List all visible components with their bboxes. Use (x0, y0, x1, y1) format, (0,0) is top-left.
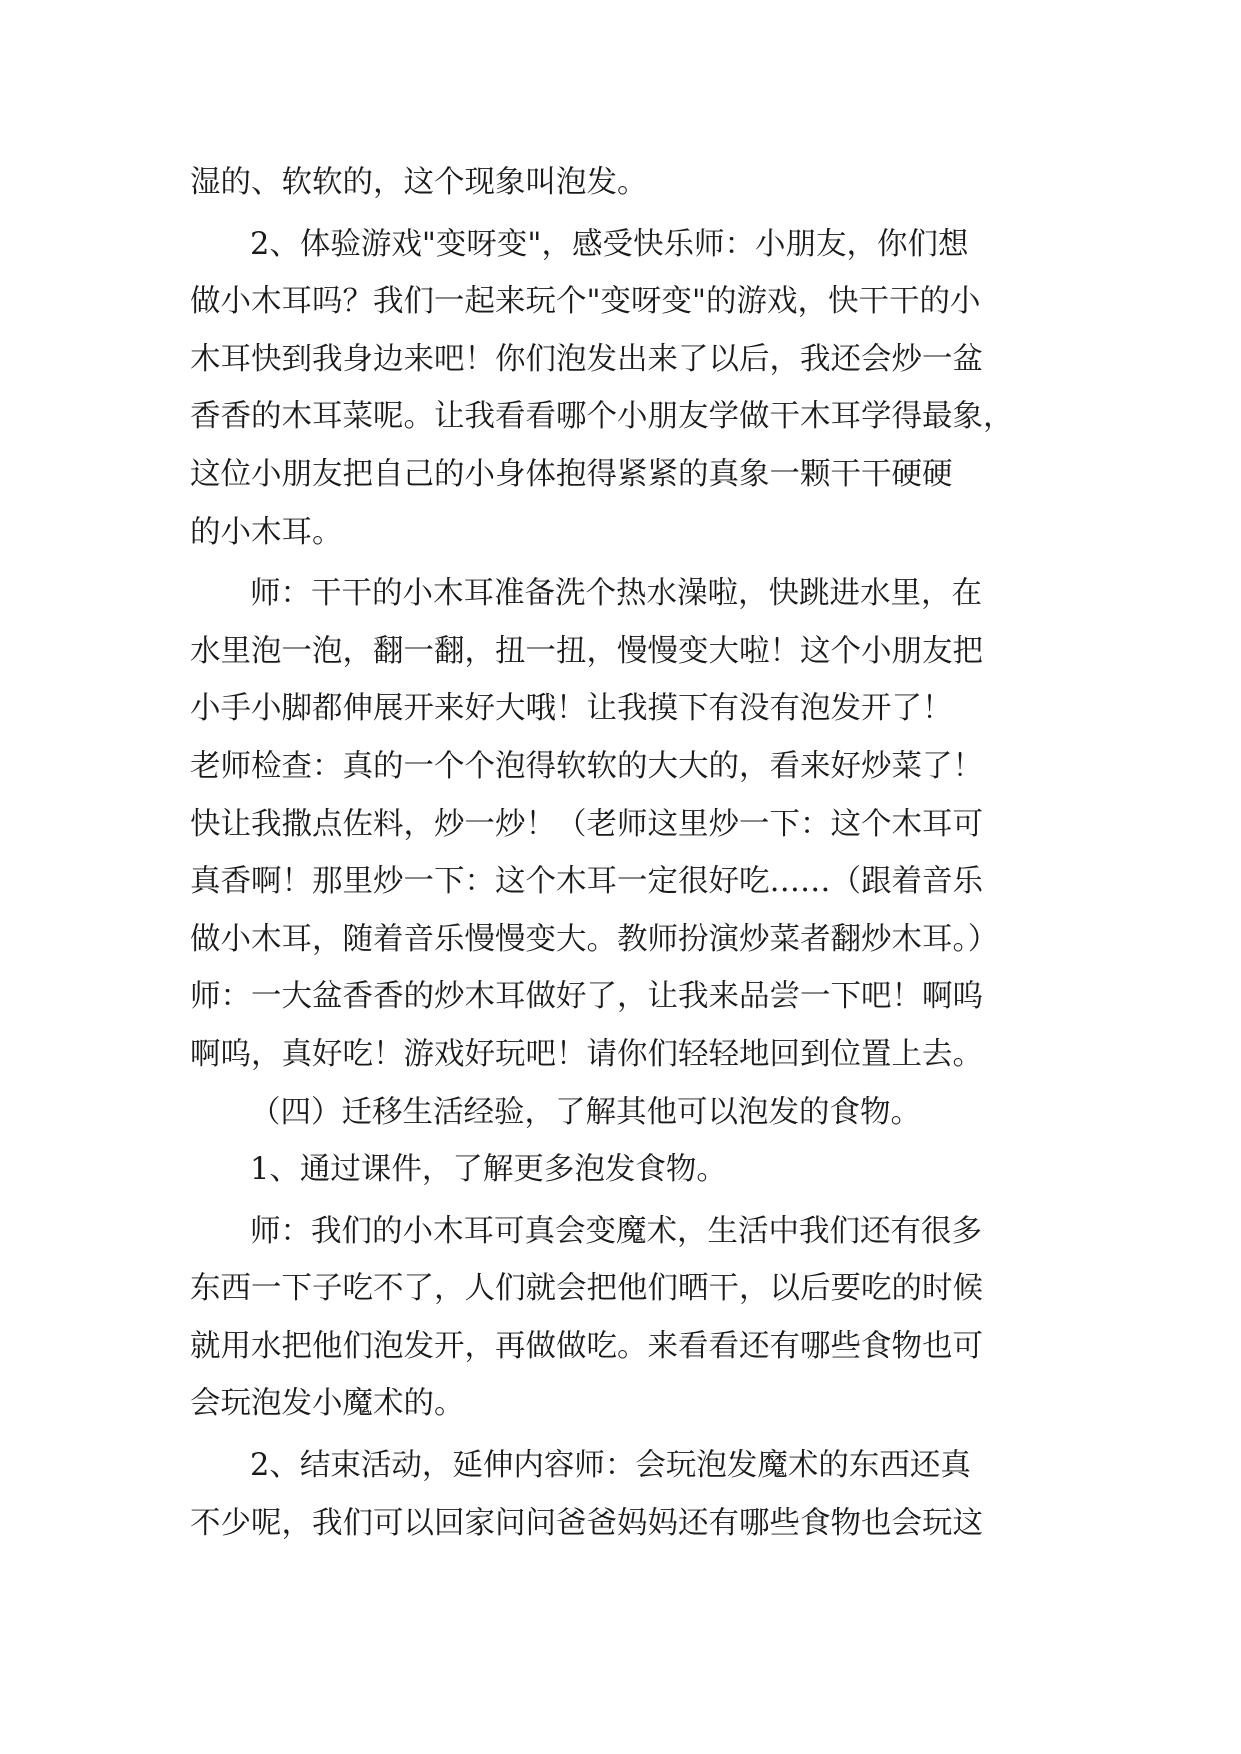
text-line: 师：一大盆香香的炒木耳做好了，让我来品尝一下吧！啊呜 (190, 979, 983, 1015)
text-line: 的小木耳。 (190, 514, 343, 550)
text-line: 不少呢，我们可以回家问问爸爸妈妈还有哪些食物也会玩这 (190, 1505, 983, 1541)
text-line: 小手小脚都伸展开来好大哦！让我摸下有没有泡发开了！ (190, 691, 953, 727)
document-body (190, 154, 1060, 1552)
text-line: 1、通过课件，了解更多泡发食物。 (250, 1152, 727, 1188)
text-line: 做小木耳吗？我们一起来玩个"变呀变"的游戏，快干干的小 (190, 284, 981, 320)
text-line: （四）迁移生活经验，了解其他可以泡发的食物。 (250, 1094, 921, 1130)
text-line: 会玩泡发小魔术的。 (190, 1386, 465, 1422)
text-line: 真香啊！那里炒一下：这个木耳一定很好吃……（跟着音乐 (190, 864, 983, 900)
text-line: 2、结束活动，延伸内容师：会玩泡发魔术的东西还真 (250, 1448, 971, 1484)
text-line: 做小木耳，随着音乐慢慢变大。教师扮演炒菜者翻炒木耳。） (190, 921, 999, 957)
text-line: 师：干干的小木耳准备洗个热水澡啦，快跳进水里，在 (250, 576, 982, 612)
text-line: 2、体验游戏"变呀变"，感受快乐师：小朋友，你们想 (250, 226, 969, 262)
text-line: 就用水把他们泡发开，再做做吃。来看看还有哪些食物也可 (190, 1328, 983, 1364)
text-line: 老师检查：真的一个个泡得软软的大大的，看来好炒菜了！ (190, 748, 983, 784)
text-line: 啊呜，真好吃！游戏好玩吧！请你们轻轻地回到位置上去。 (190, 1036, 983, 1072)
text-line: 快让我撒点佐料，炒一炒！（老师这里炒一下：这个木耳可 (190, 806, 983, 842)
text-line: 水里泡一泡，翻一翻，扭一扭，慢慢变大啦！这个小朋友把 (190, 633, 983, 669)
text-line: 这位小朋友把自己的小身体抱得紧紧的真象一颗干干硬硬 (190, 456, 953, 492)
text-line: 湿的、软软的，这个现象叫泡发。 (190, 165, 648, 200)
text-line: 东西一下子吃不了，人们就会把他们晒干，以后要吃的时候 (190, 1271, 983, 1307)
text-line: 香香的木耳菜呢。让我看看哪个小朋友学做干木耳学得最象， (190, 399, 1014, 435)
text-line: 木耳快到我身边来吧！你们泡发出来了以后，我还会炒一盆 (190, 341, 983, 377)
text-line: 师：我们的小木耳可真会变魔术，生活中我们还有很多 (250, 1213, 982, 1249)
